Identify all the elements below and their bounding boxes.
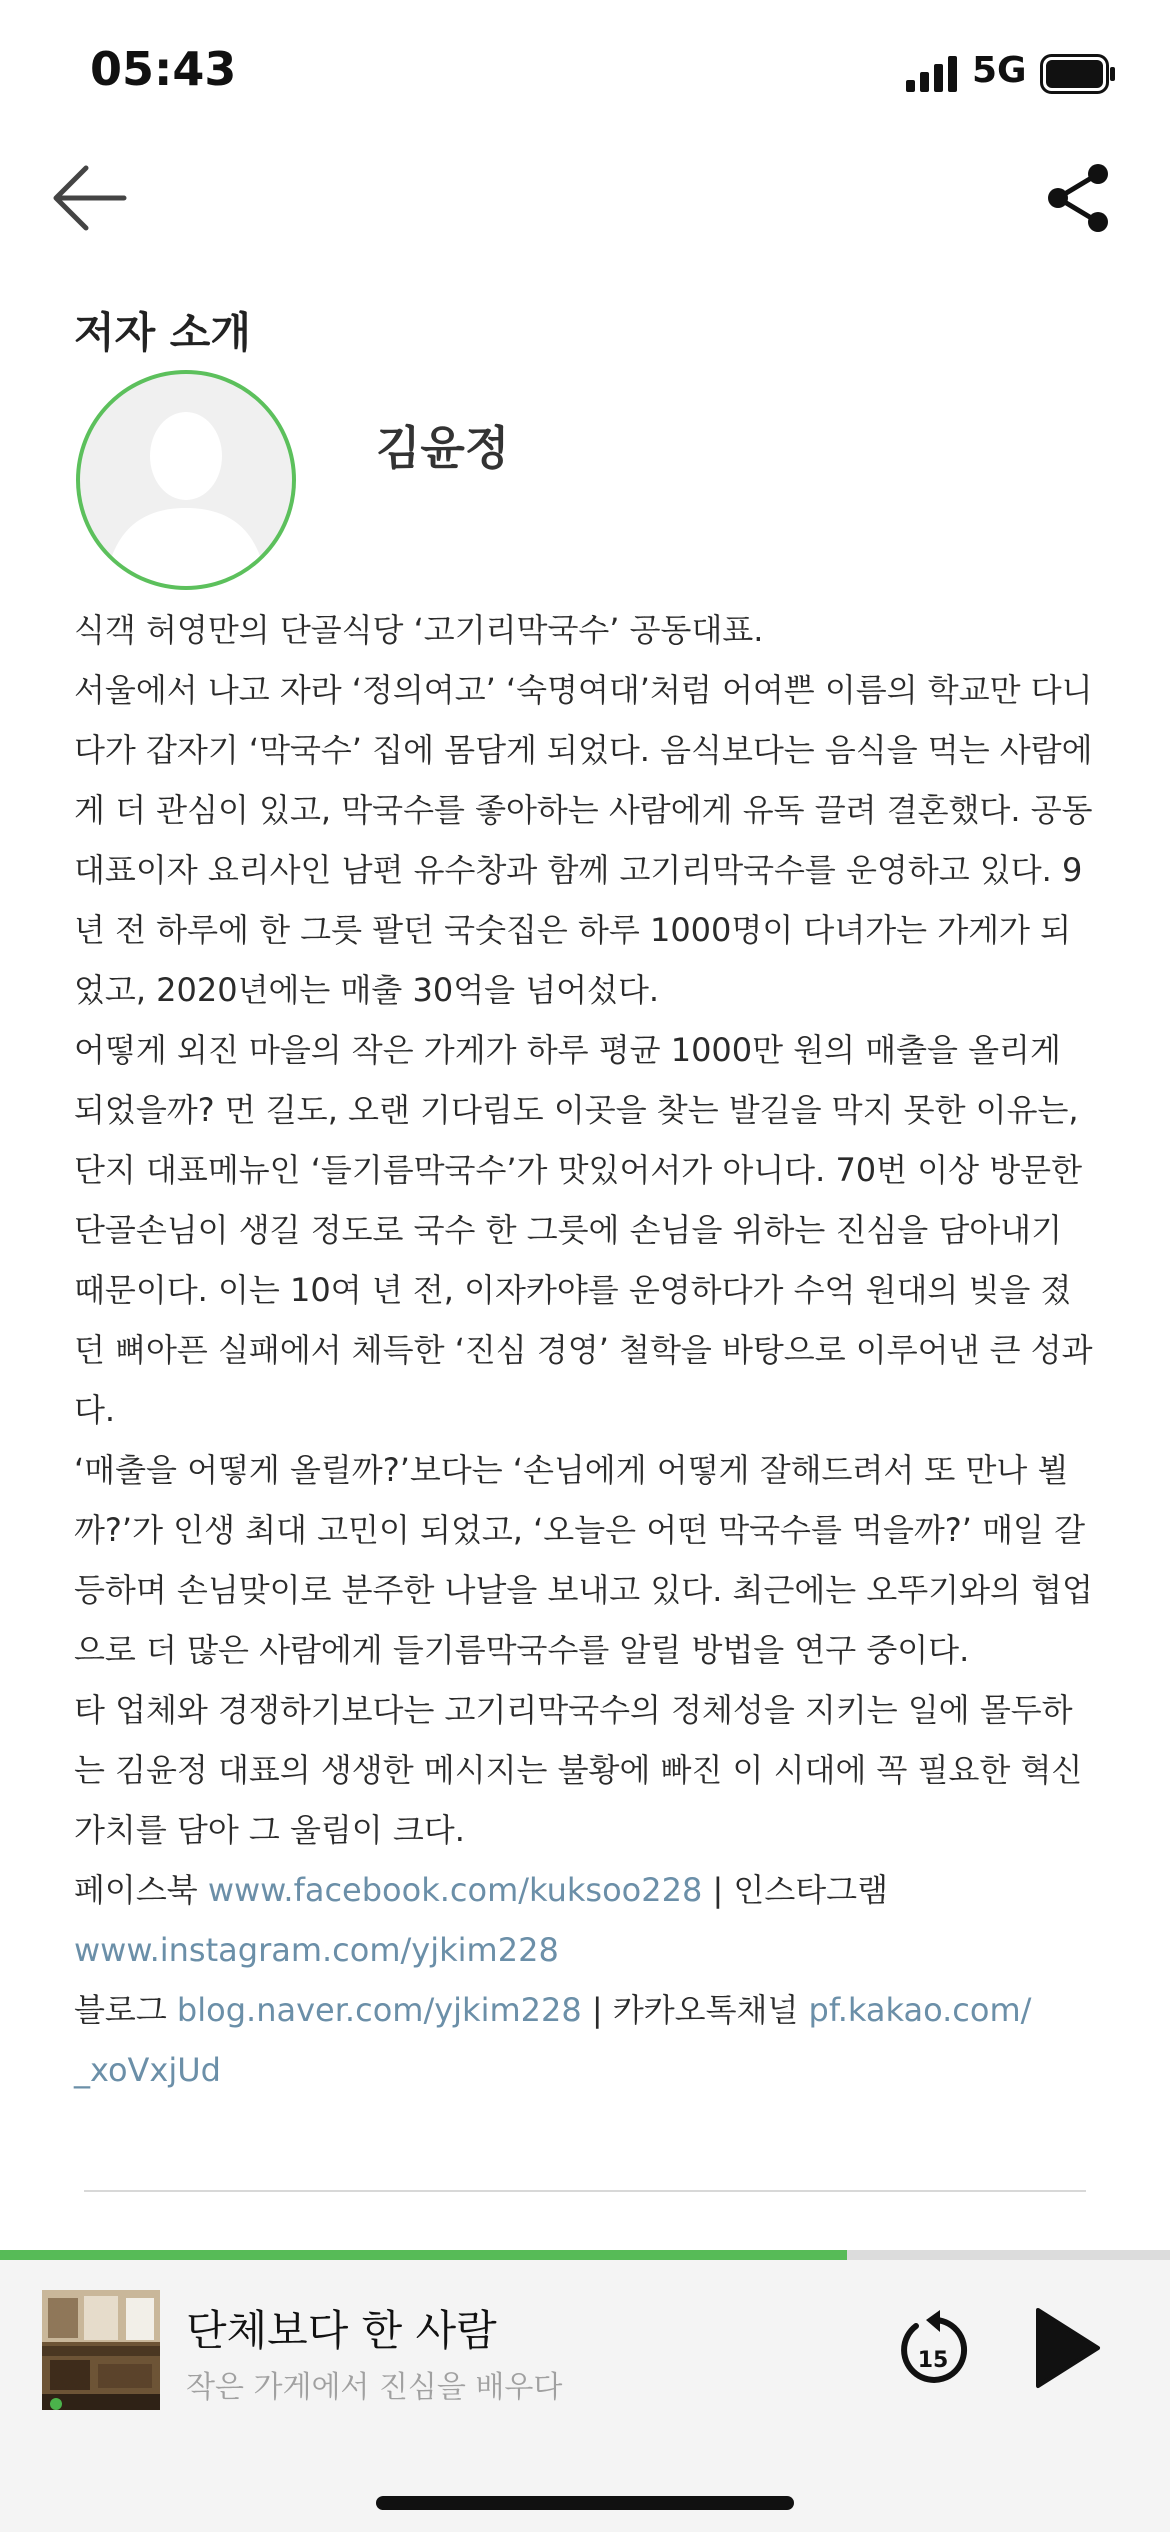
instagram-label: 인스타그램 [733, 1871, 888, 1909]
bio-line: 년 전 하루에 한 그릇 팔던 국숫집은 하루 1000명이 다녀가는 가게가 되 [74, 911, 1072, 949]
bio-line: 식객 허영만의 단골식당 ‘고기리막국수’ 공동대표. [74, 611, 764, 649]
section-title: 저자 소개 [74, 308, 251, 357]
bio-line: 다가 갑자기 ‘막국수’ 집에 몸담게 되었다. 음식보다는 음식을 먹는 사람에 [74, 731, 1093, 769]
bio-line: 때문이다. 이는 10여 년 전, 이자카야를 운영하다가 수억 원대의 빚을 졌 [74, 1271, 1072, 1309]
mini-player[interactable] [0, 2250, 1170, 2532]
bio-line: 등하며 손님맞이로 분주한 나날을 보내고 있다. 최근에는 오뚜기와의 협업 [74, 1571, 1093, 1609]
bio-line: 어떻게 외진 마을의 작은 가게가 하루 평균 1000만 원의 매출을 올리게 [74, 1031, 1061, 1069]
bio-line: 단지 대표메뉴인 ‘들기름막국수’가 맛있어서가 아니다. 70번 이상 방문한 [74, 1151, 1082, 1189]
bio-line: 까?’가 인생 최대 고민이 되었고, ‘오늘은 어떤 막국수를 먹을까?’ 매일 갈 [74, 1511, 1086, 1549]
bio-line: 타 업체와 경쟁하기보다는 고기리막국수의 정체성을 지키는 일에 몰두하 [74, 1691, 1073, 1729]
link-separator: | [591, 1991, 603, 2029]
bio-line: 가치를 담아 그 울림이 크다. [74, 1811, 465, 1849]
bio-line: 되었을까? 먼 길도, 오랜 기다림도 이곳을 찾는 발길을 막지 못한 이유는, [74, 1091, 1079, 1129]
facebook-label: 페이스북 [74, 1871, 198, 1909]
author-name: 김윤정 [376, 421, 510, 475]
blog-label: 블로그 [74, 1991, 167, 2029]
rewind-seconds-label: 15 [917, 2348, 949, 2373]
bio-line: 으로 더 많은 사람에게 들기름막국수를 알릴 방법을 연구 중이다. [74, 1631, 970, 1669]
links-line-facebook [74, 1860, 1094, 1920]
bio-line: 단골손님이 생길 정도로 국수 한 그릇에 손님을 위하는 진심을 담아내기 [74, 1211, 1062, 1249]
book-cover-thumbnail[interactable] [42, 2290, 160, 2410]
play-icon[interactable] [1032, 2306, 1102, 2390]
instagram-link[interactable]: www.instagram.com/yjkim228 [74, 1931, 559, 1969]
kakao-link[interactable]: pf.kakao.com/ [808, 1991, 1032, 2029]
bio-line: 다. [74, 1391, 116, 1429]
links-line-kakao [74, 2040, 1094, 2100]
player-title[interactable]: 단체보다 한 사람 [186, 2306, 497, 2355]
status-bar [0, 0, 1170, 140]
home-indicator [376, 2496, 794, 2510]
bio-line: 서울에서 나고 자라 ‘정의여고’ ‘숙명여대’처럼 어여쁜 이름의 학교만 다니 [74, 671, 1093, 709]
bio-line: 었고, 2020년에는 매출 30억을 넘어섰다. [74, 971, 660, 1009]
link-separator: | [712, 1871, 724, 1909]
facebook-link[interactable]: www.facebook.com/kuksoo228 [207, 1871, 703, 1909]
bio-line: 대표이자 요리사인 남편 유수창과 함께 고기리막국수를 운영하고 있다. 9 [74, 851, 1083, 889]
bio-line: ‘매출을 어떻게 올릴까?’보다는 ‘손님에게 어떻게 잘해드려서 또 만나 뵐 [74, 1451, 1069, 1489]
bio-line: 게 더 관심이 있고, 막국수를 좋아하는 사람에게 유독 끌려 결혼했다. 공동 [74, 791, 1093, 829]
share-icon[interactable] [1040, 160, 1116, 236]
rewind-15-icon[interactable] [896, 2304, 970, 2388]
progress-fill [0, 2250, 847, 2260]
author-avatar [74, 368, 298, 592]
network-type: 5G [972, 50, 1027, 91]
status-time: 05:43 [90, 42, 237, 96]
bio-line: 는 김윤정 대표의 생생한 메시지는 불황에 빠진 이 시대에 꼭 필요한 혁신 [74, 1751, 1083, 1789]
back-arrow-icon[interactable] [48, 160, 132, 236]
kakao-label: 카카오톡채널 [612, 1991, 799, 2029]
battery-icon [1040, 54, 1116, 94]
author-bio [74, 600, 1094, 2100]
player-subtitle: 작은 가게에서 진심을 배우다 [186, 2370, 563, 2405]
blog-link[interactable]: blog.naver.com/yjkim228 [176, 1991, 582, 2029]
progress-bar[interactable] [0, 2250, 1170, 2260]
links-line-instagram [74, 1920, 1094, 1980]
divider [84, 2190, 1086, 2192]
bio-line: 던 뼈아픈 실패에서 체득한 ‘진심 경영’ 철학을 바탕으로 이루어낸 큰 성과 [74, 1331, 1093, 1369]
links-line-blog [74, 1980, 1094, 2040]
cellular-signal-icon [906, 56, 958, 92]
kakao-link-continued[interactable]: _xoVxjUd [74, 2051, 221, 2089]
